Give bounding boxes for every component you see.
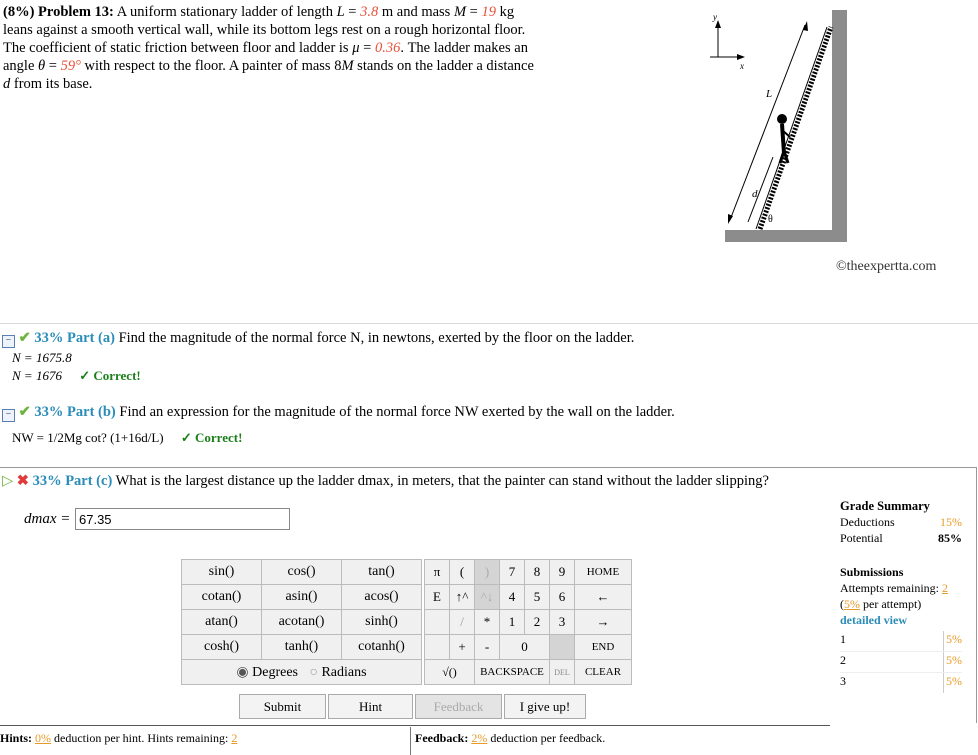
key-tanh[interactable]: tanh() (262, 635, 342, 660)
key-acos[interactable]: acos() (342, 585, 422, 610)
part-a-answer-2: N = 1676 ✓ Correct! (12, 368, 141, 383)
key-cos[interactable]: cos() (262, 560, 342, 585)
length-value: 3.8 (360, 4, 379, 20)
number-keypad (424, 559, 632, 685)
feedback-footer: Feedback: 2% deduction per feedback. (415, 731, 606, 745)
key-0[interactable]: 0 (500, 635, 550, 660)
key-3[interactable]: 3 (550, 610, 575, 635)
part-c-question: What is the largest distance up the ladder dmax, in meters, that the painter can stand without the ladder slipping? (115, 473, 769, 489)
mass-value: 19 (481, 4, 496, 20)
key-plus[interactable]: + (450, 635, 475, 660)
answer-input[interactable]: 67.35 (75, 508, 290, 530)
key-blank (425, 635, 450, 660)
key-2[interactable]: 2 (525, 610, 550, 635)
function-keypad (181, 559, 422, 685)
key-5[interactable]: 5 (525, 585, 550, 610)
key-blank-gray (550, 635, 575, 660)
problem-weight: (8%) (3, 4, 35, 20)
part-b-answer: NW = 1/2Mg cot? (1+16d/L) ✓ Correct! (12, 430, 243, 445)
attempts-remaining: 2 (941, 581, 948, 595)
key-cotan[interactable]: cotan() (182, 585, 262, 610)
key-del[interactable]: DEL (550, 660, 575, 685)
part-a-header: − ✔ 33% Part (a) Find the magnitude of the normal force N, in newtons, exerted by the floor on the ladder. (2, 330, 634, 348)
part-b-question: Find an expression for the magnitude of the normal force NW exerted by the wall on the ladder. (119, 404, 675, 420)
problem-text: A uniform stationary ladder of length (116, 4, 333, 20)
label-theta: θ (768, 214, 773, 225)
key-cotanh[interactable]: cotanh() (342, 635, 422, 660)
footer-separator (0, 725, 830, 726)
label-d: d (752, 188, 758, 200)
degrees-radio[interactable]: ◉ (236, 664, 249, 680)
key-divide[interactable]: / (450, 610, 475, 635)
submissions-title: Submissions (840, 565, 904, 579)
problem-number: Problem 13: (38, 4, 114, 20)
key-e[interactable]: E (425, 585, 450, 610)
key-left-arrow[interactable]: ← (575, 585, 632, 610)
key-blank (425, 610, 450, 635)
key-right-arrow[interactable]: → (575, 610, 632, 635)
key-acotan[interactable]: acotan() (262, 610, 342, 635)
part-b-status: ✓ Correct! (180, 430, 243, 445)
key-minus[interactable]: - (475, 635, 500, 660)
key-4[interactable]: 4 (500, 585, 525, 610)
give-up-button[interactable]: I give up! (504, 694, 586, 719)
separator (0, 323, 978, 324)
angle-mode: ◉ Degrees ○ Radians (182, 660, 422, 685)
part-c-header: ▷ ✖ 33% Part (c) What is the largest distance up the ladder dmax, in meters, that the painter can stand without the ladder slipping? (2, 473, 769, 489)
ladder-figure (700, 5, 860, 250)
key-atan[interactable]: atan() (182, 610, 262, 635)
radians-radio[interactable]: ○ (309, 664, 318, 680)
key-multiply[interactable]: * (475, 610, 500, 635)
key-tan[interactable]: tan() (342, 560, 422, 585)
theta-value: 59° (60, 58, 81, 74)
key-clear[interactable]: CLEAR (575, 660, 632, 685)
submission-row: 2 5% (840, 652, 962, 673)
submit-button[interactable]: Submit (239, 694, 326, 719)
label-L: L (766, 88, 773, 100)
key-home[interactable]: HOME (575, 560, 632, 585)
hints-footer: Hints: 0% deduction per hint. Hints remaining: 2 (0, 727, 411, 755)
collapse-icon[interactable]: − (2, 335, 15, 348)
submission-row: 3 5% (840, 673, 962, 693)
key-cosh[interactable]: cosh() (182, 635, 262, 660)
expand-triangle-icon[interactable]: ▷ (2, 473, 14, 489)
key-subscript[interactable]: ^↓ (475, 585, 500, 610)
key-6[interactable]: 6 (550, 585, 575, 610)
key-close-paren[interactable]: ) (475, 560, 500, 585)
feedback-button[interactable]: Feedback (415, 694, 502, 719)
key-sinh[interactable]: sinh() (342, 610, 422, 635)
part-a-status: ✓ Correct! (79, 368, 141, 383)
hint-button[interactable]: Hint (328, 694, 413, 719)
key-8[interactable]: 8 (525, 560, 550, 585)
checkmark-icon: ✔ (18, 330, 31, 346)
deductions-value: 15% (940, 515, 962, 529)
collapse-icon[interactable]: − (2, 409, 15, 422)
part-b-header: − ✔ 33% Part (b) Find an expression for the magnitude of the normal force NW exerted by the wall on the ladder. (2, 404, 675, 422)
potential-value: 85% (938, 531, 962, 545)
axis-x-label: x (740, 61, 744, 71)
key-asin[interactable]: asin() (262, 585, 342, 610)
part-a-question: Find the magnitude of the normal force N, in newtons, exerted by the floor on the ladder. (118, 330, 635, 346)
dmax-label: dmax = (24, 511, 71, 527)
key-sin[interactable]: sin() (182, 560, 262, 585)
mu-value: 0.36 (374, 40, 401, 56)
key-9[interactable]: 9 (550, 560, 575, 585)
grade-summary: Grade Summary Deductions 15% Potential 85% Submissions Attempts remaining: 2 (5% per attempt) detailed view 1 5% 2 5% 3 5% (840, 498, 962, 693)
key-superscript[interactable]: ↑^ (450, 585, 475, 610)
key-open-paren[interactable]: ( (450, 560, 475, 585)
key-end[interactable]: END (575, 635, 632, 660)
problem-statement: (8%) Problem 13: A uniform stationary ladder of length L = 3.8 m and mass M = 19 kg leans against a smooth vertical wall, while its bottom legs rest on a rough horizontal floor. The coefficient of static friction between floor and ladder is μ = 0.36. The ladder makes an angle θ = 59° with respect to the floor. A painter of mass 8M stands on the ladder a distance d from its base. (3, 4, 534, 92)
submission-row: 1 5% (840, 631, 962, 652)
key-backspace[interactable]: BACKSPACE (475, 660, 550, 685)
copyright-credit: ©theexpertta.com (836, 259, 937, 274)
checkmark-icon: ✔ (18, 404, 31, 420)
detailed-view-link[interactable]: detailed view (840, 613, 907, 627)
part-a-answer-1: N = 1675.8 (12, 350, 72, 365)
key-sqrt[interactable]: √() (425, 660, 475, 685)
per-attempt-deduction: 5% (844, 597, 860, 611)
axis-y-label: y (713, 12, 717, 22)
cross-icon: ✖ (16, 473, 29, 489)
key-1[interactable]: 1 (500, 610, 525, 635)
key-pi[interactable]: π (425, 560, 450, 585)
key-7[interactable]: 7 (500, 560, 525, 585)
